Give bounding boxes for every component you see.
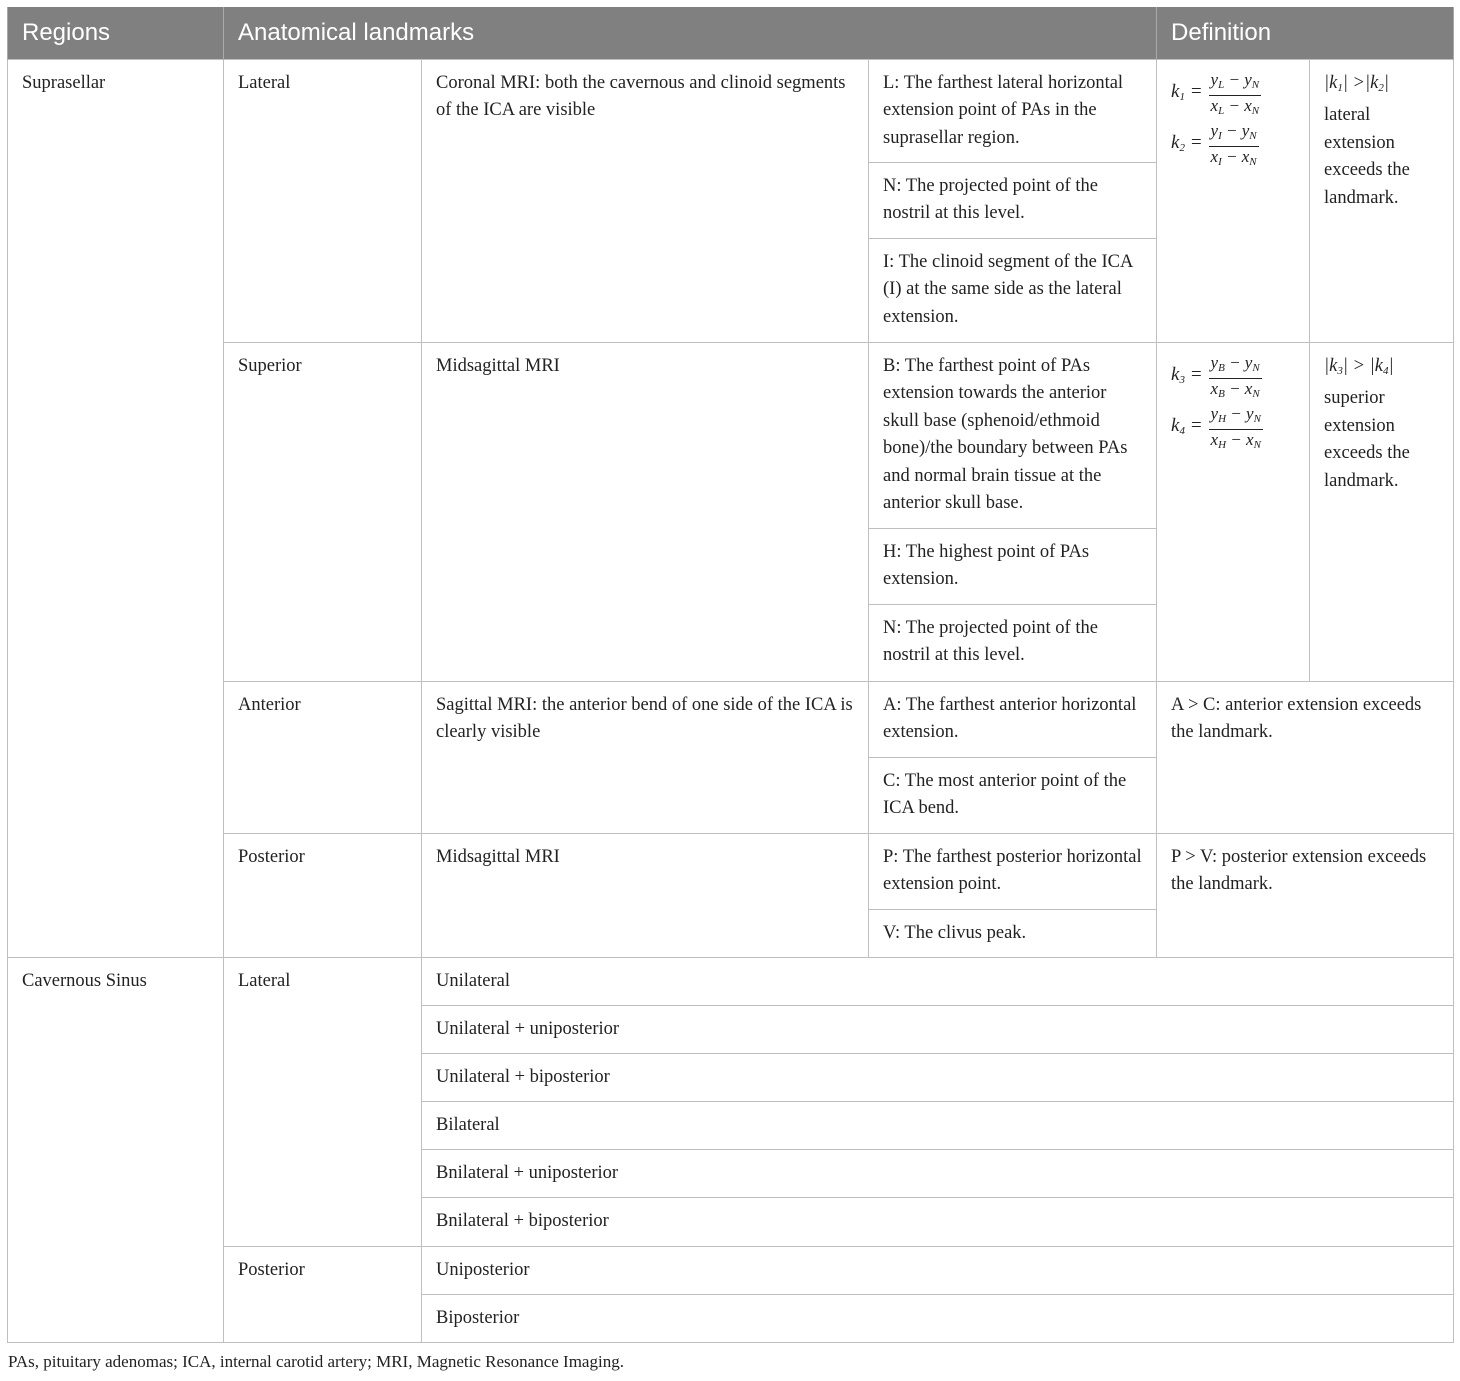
direction-lateral: Lateral	[224, 59, 422, 342]
criterion-superior: $|k_3| > |k_4|$ superior extension exceeds the landmark.	[1310, 342, 1454, 681]
point-P: P: The farthest posterior horizontal extension point.	[869, 833, 1157, 909]
list-item: Unilateral	[422, 957, 1454, 1005]
header-definition: Definition	[1157, 7, 1454, 59]
formula-k1-k2: $k_1$ = $\frac{y_L - y_N}{x_L - x_N}$ $k_2$ = $\frac{y_I - y_N}{x_I - x_N}$	[1157, 59, 1310, 342]
point-L: L: The farthest lateral horizontal extension point of PAs in the suprasellar region.	[869, 59, 1157, 162]
definition-anterior: A > C: anterior extension exceeds the landmark.	[1157, 681, 1454, 833]
point-A: A: The farthest anterior horizontal extension.	[869, 681, 1157, 757]
direction-anterior: Anterior	[224, 681, 422, 833]
list-item: Unilateral + uniposterior	[422, 1005, 1454, 1053]
direction-cs-posterior: Posterior	[224, 1246, 422, 1342]
landmarks-table	[7, 7, 1454, 1343]
direction-posterior: Posterior	[224, 833, 422, 957]
table-row	[8, 342, 1454, 528]
point-N-superior: N: The projected point of the nostril at this level.	[869, 604, 1157, 681]
definition-posterior: P > V: posterior extension exceeds the landmark.	[1157, 833, 1454, 957]
header-landmarks: Anatomical landmarks	[224, 7, 1157, 59]
point-B: B: The farthest point of PAs extension towards the anterior skull base (sphenoid/ethmoid bone)/the boundary between PAs and normal brain tissue at the anterior skull base.	[869, 342, 1157, 528]
header-row	[8, 7, 1454, 59]
list-item: Unilateral + biposterior	[422, 1053, 1454, 1101]
point-V: V: The clivus peak.	[869, 909, 1157, 957]
table-row	[8, 681, 1454, 757]
view-anterior: Sagittal MRI: the anterior bend of one side of the ICA is clearly visible	[422, 681, 869, 833]
header-regions: Regions	[8, 7, 224, 59]
list-item: Bnilateral + uniposterior	[422, 1149, 1454, 1197]
direction-superior: Superior	[224, 342, 422, 681]
view-posterior: Midsagittal MRI	[422, 833, 869, 957]
point-C: C: The most anterior point of the ICA bend.	[869, 757, 1157, 833]
list-item: Bnilateral + biposterior	[422, 1197, 1454, 1246]
table-row	[8, 59, 1454, 162]
table-row	[8, 957, 1454, 1005]
region-suprasellar: Suprasellar	[8, 59, 224, 957]
view-lateral: Coronal MRI: both the cavernous and clinoid segments of the ICA are visible	[422, 59, 869, 342]
list-item: Bilateral	[422, 1101, 1454, 1149]
direction-cs-lateral: Lateral	[224, 957, 422, 1246]
criterion-lateral: $|k_1| >|k_2|$ lateral extension exceeds the landmark.	[1310, 59, 1454, 342]
point-N-lateral: N: The projected point of the nostril at this level.	[869, 162, 1157, 238]
list-item: Uniposterior	[422, 1246, 1454, 1294]
table-row	[8, 1246, 1454, 1294]
list-item: Biposterior	[422, 1294, 1454, 1342]
point-I: I: The clinoid segment of the ICA (I) at the same side as the lateral extension.	[869, 238, 1157, 342]
table-footnote: PAs, pituitary adenomas; ICA, internal carotid artery; MRI, Magnetic Resonance Imaging.	[8, 1352, 624, 1371]
region-cavernous-sinus: Cavernous Sinus	[8, 957, 224, 1342]
formula-k3-k4: $k_3$ = $\frac{y_B - y_N}{x_B - x_N}$ $k_4$ = $\frac{y_H - y_N}{x_H - x_N}$	[1157, 342, 1310, 681]
point-H: H: The highest point of PAs extension.	[869, 528, 1157, 604]
table-row	[8, 833, 1454, 909]
view-superior: Midsagittal MRI	[422, 342, 869, 681]
